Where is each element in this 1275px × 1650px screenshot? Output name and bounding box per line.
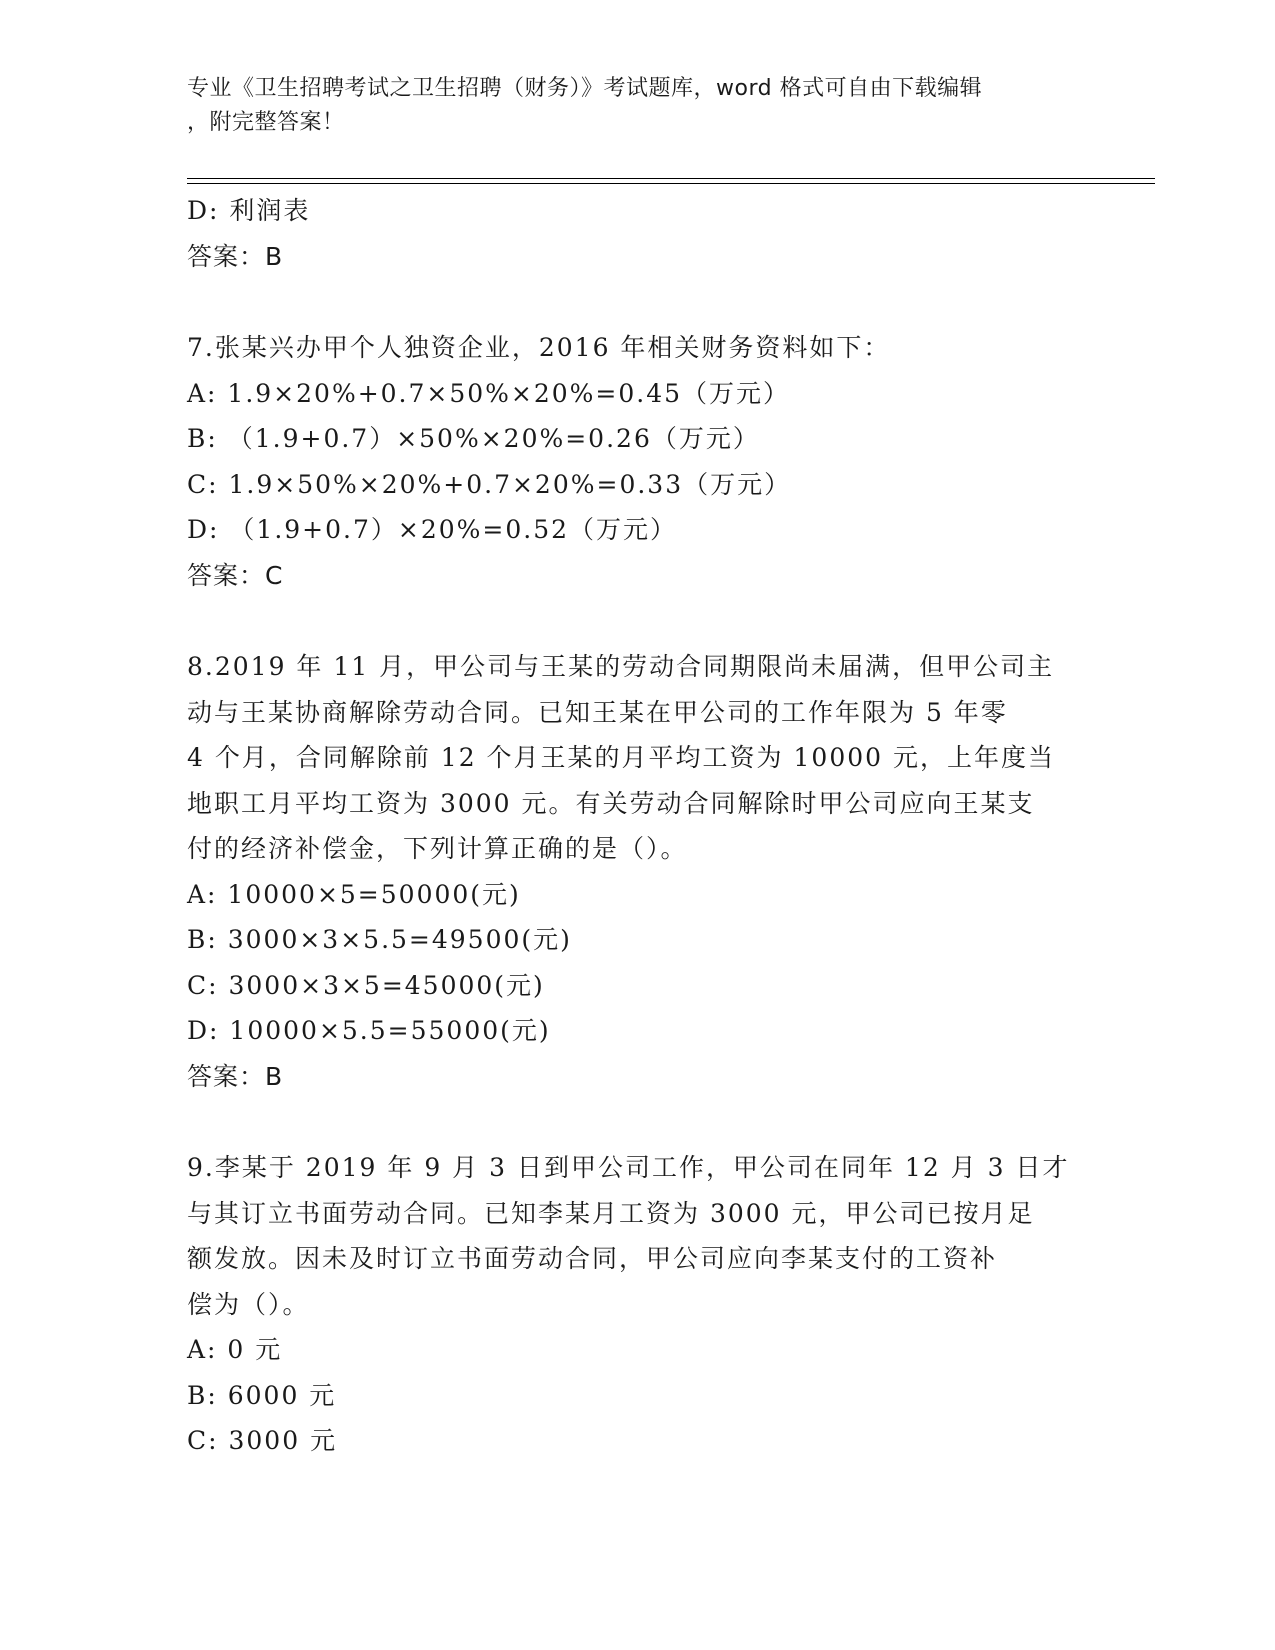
option-c: C: 3000 元 <box>187 1426 338 1455</box>
question-stem-line: 偿为（）。 <box>187 1289 310 1319</box>
option-d: D: 10000×5.5=55000(元) <box>187 1016 551 1045</box>
question-7 <box>187 325 1087 598</box>
option-a: A: 0 元 <box>187 1335 283 1364</box>
question-8 <box>187 644 1087 1099</box>
option-c: C: 1.9×50%×20%+0.7×20%=0.33（万元） <box>187 469 792 499</box>
question-stem-line: 付的经济补偿金，下列计算正确的是（）。 <box>187 834 688 863</box>
spacer <box>187 279 1087 325</box>
option-a: A: 1.9×20%+0.7×50%×20%=0.45（万元） <box>187 378 791 408</box>
option-a: A: 10000×5=50000(元) <box>187 879 521 909</box>
spacer <box>187 598 1087 644</box>
option-b: B: （1.9+0.7）×50%×20%=0.26（万元） <box>187 424 760 453</box>
option-d: D: 利润表 <box>187 196 311 225</box>
option-c: C: 3000×3×5=45000(元) <box>187 970 545 1000</box>
question-stem-line: 额发放。因未及时订立书面劳动合同，甲公司应向李某支付的工资补 <box>187 1244 998 1273</box>
question-stem-line: 地职工月平均工资为 3000 元。有关劳动合同解除时甲公司应向王某支 <box>187 788 1035 818</box>
question-stem-line: 9.李某于 2019 年 9 月 3 日到甲公司工作，甲公司在同年 12 月 3 日才 <box>187 1153 1070 1182</box>
question-stem-line: 4 个月，合同解除前 12 个月王某的月平均工资为 10000 元，上年度当 <box>187 743 1055 772</box>
question-stem-line: 与其订立书面劳动合同。已知李某月工资为 3000 元，甲公司已按月足 <box>187 1198 1035 1228</box>
option-b: B: 3000×3×5.5=49500(元) <box>187 925 572 954</box>
option-d: D: （1.9+0.7）×20%=0.52（万元） <box>187 515 678 544</box>
answer-line: 答案：B <box>187 1061 284 1091</box>
question-stem: 7.张某兴办甲个人独资企业，2016 年相关财务资料如下： <box>187 333 891 362</box>
answer-line: 答案：B <box>187 241 284 271</box>
header-divider-top <box>187 178 1155 179</box>
question-stem-line: 8.2019 年 11 月，甲公司与王某的劳动合同期限尚未届满，但甲公司主 <box>187 652 1055 681</box>
question-stem-line: 动与王某协商解除劳动合同。已知王某在甲公司的工作年限为 5 年零 <box>187 697 1008 727</box>
answer-line: 答案：C <box>187 560 284 590</box>
question-9 <box>187 1145 1087 1464</box>
option-b: B: 6000 元 <box>187 1380 337 1410</box>
question-6-fragment <box>187 188 1087 279</box>
document-body <box>187 188 1087 1464</box>
header-line-1: 专业《卫生招聘考试之卫生招聘（财务）》考试题库，word 格式可自由下载编辑 <box>187 76 983 101</box>
header-divider-bottom <box>187 183 1155 184</box>
document-header <box>187 72 1087 140</box>
spacer <box>187 1099 1087 1145</box>
header-line-2: ，附完整答案！ <box>187 110 345 135</box>
